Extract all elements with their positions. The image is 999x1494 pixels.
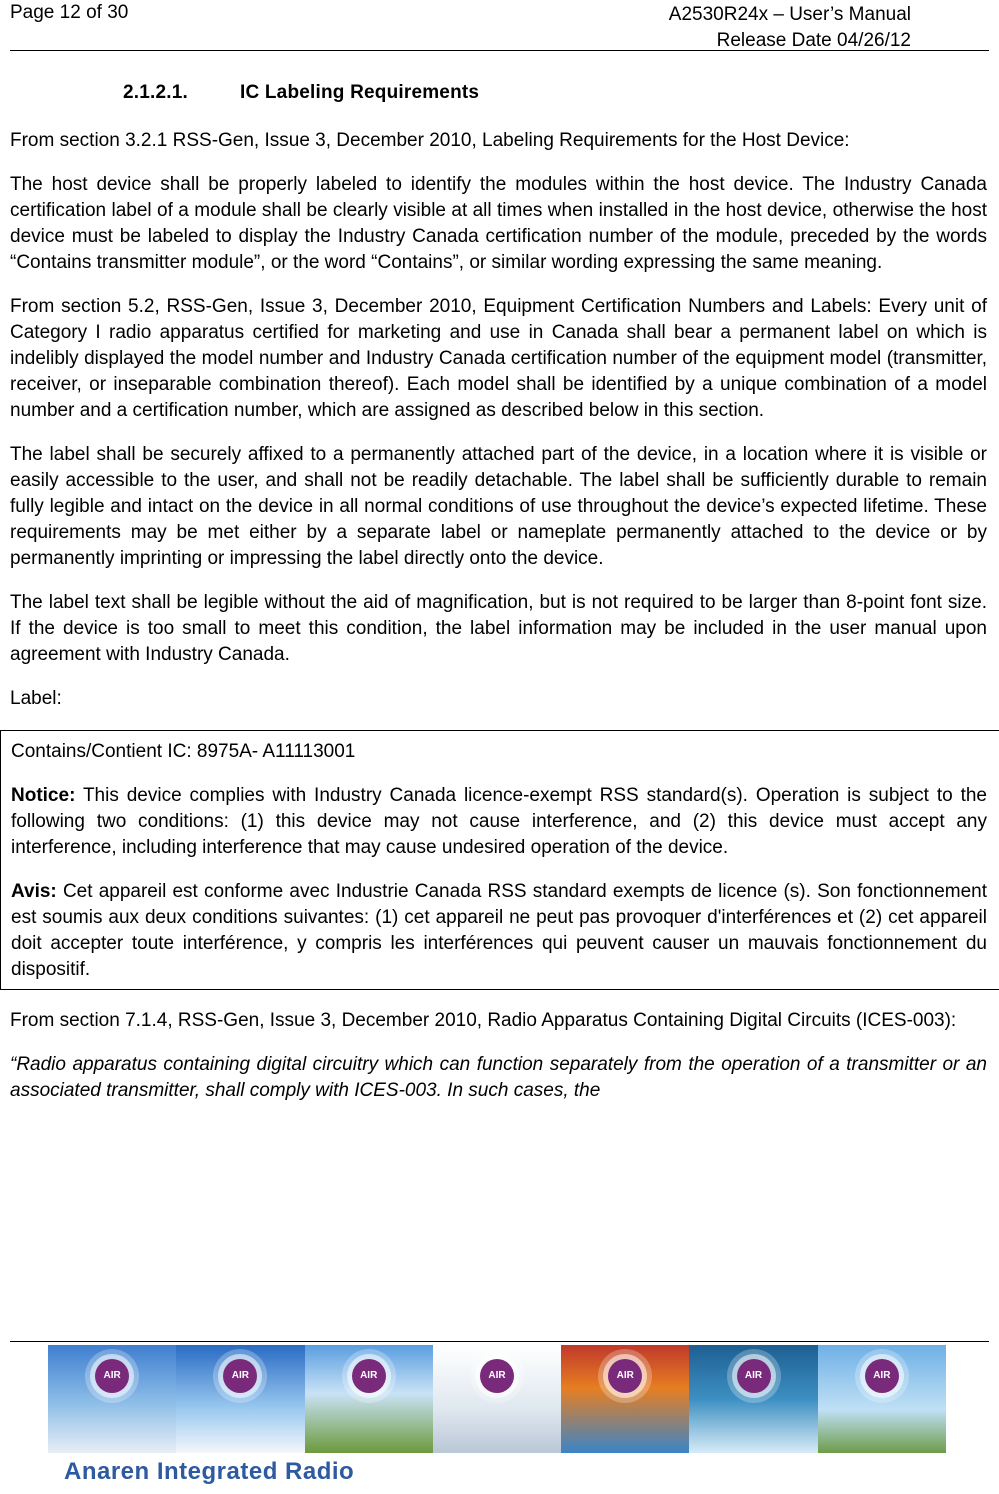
paragraph: From section 7.1.4, RSS-Gen, Issue 3, December 2010, Radio Apparatus Containing Digital Circuits (ICES-003): [10,1010,957,1031]
air-logo-icon: AIR [608,1359,642,1393]
air-logo-icon: AIR [352,1359,386,1393]
avis-text: Cet appareil est conforme avec Industrie Canada RSS standard exempts de licence (s). Son fonctionnement est soumis aux deux conditions suivantes: (1) cet appareil ne peut pas provoquer d'interférences et (2) cet appareil doit accepter toute interférence, y compris les interférences qui peuvent causer un mauvais fonctionnement du dispositif. [11,881,987,980]
notice-label: Notice: [11,785,76,806]
paragraph: The host device shall be properly labeled to identify the modules within the host device. The Industry Canada certification label of a module shall be clearly visible at all times when installed in the host device, otherwise the host device must be labeled to display the Industry Canada certification number of the module, preceded by the words “Contains transmitter module”, or the word “Contains”, or similar wording expressing the same meaning. [10,174,987,273]
section-heading [123,82,479,104]
banner-photo-kayak [689,1345,817,1453]
label-box [0,730,999,990]
air-logo-icon: AIR [737,1359,771,1393]
notice-text: This device complies with Industry Canada licence-exempt RSS standard(s). Operation is subject to the following two conditions: (1) this device may not cause interference, and (2) this device must accept any interference, including interference that may cause undesired operation of the device. [11,785,987,858]
banner-photo-ski-jump [176,1345,304,1453]
quote-paragraph: “Radio apparatus containing digital circuitry which can function separately from the operation of a transmitter or an associated transmitter, shall comply with ICES-003. In such cases, the [10,1054,987,1101]
avis-paragraph [11,879,987,983]
contains-line: Contains/Contient IC: 8975A- A11113001 [11,741,356,762]
paragraph: The label shall be securely affixed to a permanently attached part of the device, in a location where it is visible or easily accessible to the user, and shall not be readily detachable. The label shall be sufficiently durable to remain fully legible and intact on the device in all normal conditions of use throughout the device’s expected lifetime. These requirements may be met either by a separate label or nameplate permanently attached to the device or by permanently imprinting or impressing the label directly onto the device. [10,444,987,569]
air-logo-icon: AIR [95,1359,129,1393]
section-number: 2.1.2.1. [123,82,188,103]
banner-photo-cyclist [305,1345,433,1453]
paragraph: From section 5.2, RSS-Gen, Issue 3, December 2010, Equipment Certification Numbers and Labels: Every unit of Category I radio apparatus certified for marketing and use in Canada shall bear a permanent label on which is indelibly displayed the model number and Industry Canada certification number of the equipment model (transmitter, receiver, or inseparable combination thereof). Each model shall be identified by a unique combination of a model number and a certification number, which are assigned as described below in this section. [10,296,987,421]
manual-title: A2530R24x – User’s Manual [668,4,911,25]
banner-photo-skateboard [818,1345,946,1453]
body-content [10,128,987,1122]
banner-photo-snowboard [433,1345,561,1453]
section-title: IC Labeling Requirements [240,82,480,103]
footer-banner [48,1345,946,1453]
brand-name: Anaren Integrated Radio [64,1458,355,1485]
air-logo-icon: AIR [865,1359,899,1393]
footer-rule [10,1341,989,1342]
notice-paragraph [11,783,987,861]
release-date: Release Date 04/26/12 [716,30,911,51]
document-title [669,2,911,54]
banner-photo-skier [48,1345,176,1453]
paragraph: From section 3.2.1 RSS-Gen, Issue 3, December 2010, Labeling Requirements for the Host Device: [10,130,850,151]
header-rule [10,50,989,51]
paragraph: The label text shall be legible without the aid of magnification, but is not required to be larger than 8-point font size. If the device is too small to meet this condition, the label information may be included in the user manual upon agreement with Industry Canada. [10,592,987,665]
page-number: Page 12 of 30 [10,2,129,23]
label-caption: Label: [10,688,62,709]
air-logo-icon: AIR [223,1359,257,1393]
banner-photo-windsurf [561,1345,689,1453]
avis-label: Avis: [11,881,57,902]
air-logo-icon: AIR [480,1359,514,1393]
